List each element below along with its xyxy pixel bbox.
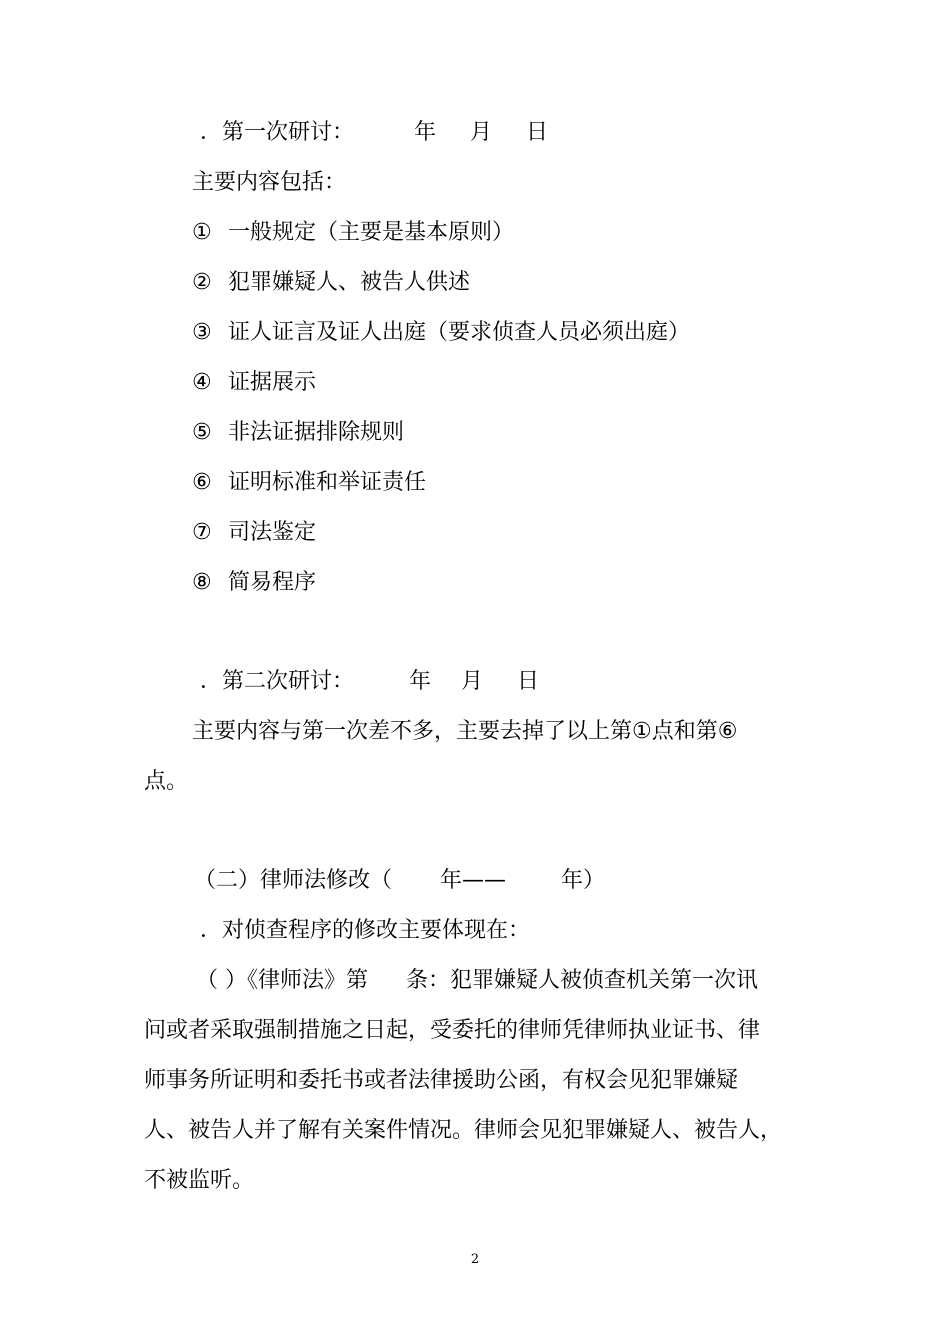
section2-year: 年 bbox=[409, 669, 432, 694]
list-item-text: 犯罪嫌疑人、被告人供述 bbox=[228, 270, 471, 295]
section3-body-line: 不被监听。 bbox=[144, 1168, 255, 1193]
list-item-text: 一般规定（主要是基本原则） bbox=[228, 220, 515, 245]
list-item bbox=[192, 368, 316, 398]
list-item-text: 证明标准和举证责任 bbox=[228, 470, 427, 495]
section3-body-line: 人、被告人并了解有关案件情况。律师会见犯罪嫌疑人、被告人， bbox=[144, 1118, 783, 1143]
list-item bbox=[192, 318, 690, 348]
section3-clause-line bbox=[196, 966, 758, 996]
section3-body-line: 问或者采取强制措施之日起，受委托的律师凭律师执业证书、律 bbox=[144, 1018, 761, 1043]
list-item bbox=[192, 218, 514, 248]
list-item-number: ⑧ bbox=[192, 570, 212, 595]
list-item-text: 司法鉴定 bbox=[228, 520, 317, 545]
section1-year: 年 bbox=[414, 120, 437, 145]
list-item-text: 非法证据排除规则 bbox=[228, 420, 405, 445]
section2-month: 月 bbox=[461, 669, 484, 694]
section1-heading bbox=[200, 118, 548, 148]
section2-heading bbox=[200, 667, 539, 697]
list-item bbox=[192, 468, 426, 498]
list-item-number: ⑤ bbox=[192, 420, 212, 445]
list-item-number: ⑦ bbox=[192, 520, 212, 545]
list-item-text: 简易程序 bbox=[228, 570, 317, 595]
section2-body-line: 点。 bbox=[144, 769, 189, 794]
clause-prefix: （ ）《律师法》第 bbox=[196, 968, 368, 993]
section3-heading bbox=[194, 866, 605, 896]
section1-day: 日 bbox=[526, 120, 549, 145]
section3-heading-label: （二）律师法修改（ bbox=[194, 868, 393, 893]
list-item-number: ④ bbox=[192, 370, 212, 395]
list-item-number: ② bbox=[192, 270, 212, 295]
clause-rest: 条：犯罪嫌疑人被侦查机关第一次讯 bbox=[406, 968, 759, 993]
section3-body-line: 师事务所证明和委托书或者法律援助公函，有权会见犯罪嫌疑 bbox=[144, 1068, 739, 1093]
section2-heading-label: ．第二次研讨： bbox=[200, 669, 355, 694]
list-item-text: 证人证言及证人出庭（要求侦查人员必须出庭） bbox=[228, 320, 691, 345]
section3-subheading: ．对侦查程序的修改主要体现在： bbox=[200, 918, 531, 943]
list-item-number: ① bbox=[192, 220, 212, 245]
list-item bbox=[192, 518, 316, 548]
section2-day: 日 bbox=[517, 669, 540, 694]
list-item-number: ③ bbox=[192, 320, 212, 345]
list-item bbox=[192, 568, 316, 598]
section1-intro: 主要内容包括： bbox=[192, 170, 347, 195]
list-item-text: 证据展示 bbox=[228, 370, 317, 395]
section3-year-dash: 年—— bbox=[440, 868, 507, 893]
section1-month: 月 bbox=[470, 120, 493, 145]
section3-year-close: 年） bbox=[561, 868, 606, 893]
section1-heading-label: ．第一次研讨： bbox=[200, 120, 355, 145]
list-item bbox=[192, 268, 470, 298]
section2-body-line: 主要内容与第一次差不多，主要去掉了以上第①点和第⑥ bbox=[192, 719, 738, 744]
page-number: 2 bbox=[470, 1252, 480, 1267]
list-item bbox=[192, 418, 404, 448]
list-item-number: ⑥ bbox=[192, 470, 212, 495]
